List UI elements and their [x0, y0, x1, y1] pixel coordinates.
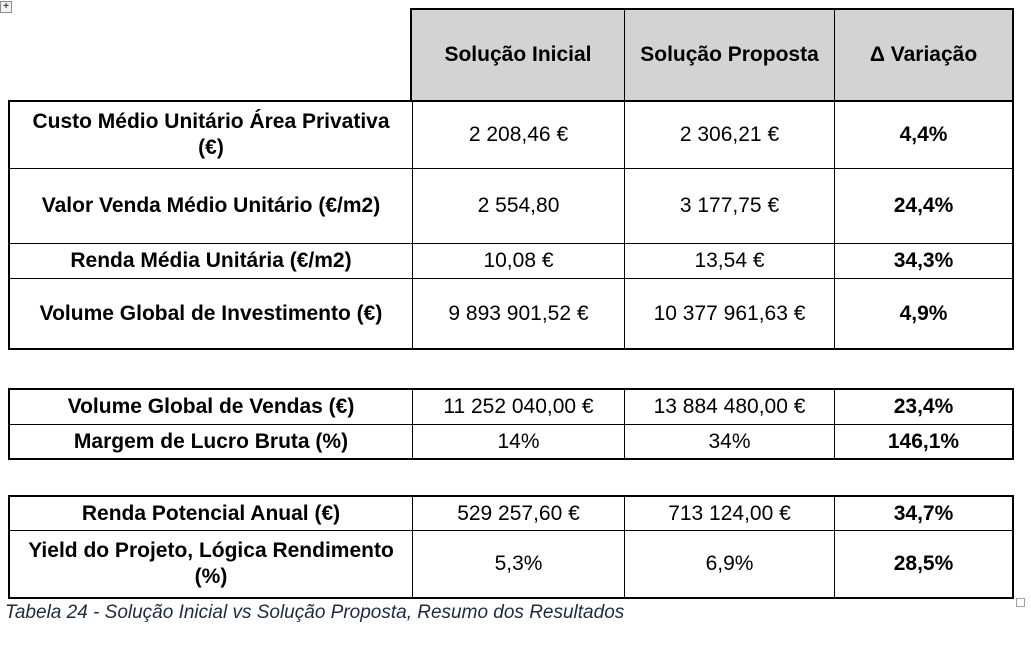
table-yield [8, 495, 1014, 599]
table-sales [8, 388, 1014, 460]
header-cell-variation[interactable]: Δ Variação [834, 10, 1012, 100]
row-label[interactable]: Renda Potencial Anual (€) [81, 501, 341, 525]
value-initial[interactable]: 14% [412, 424, 624, 458]
row-label[interactable]: Volume Global de Investimento (€) [10, 278, 412, 348]
value-proposed[interactable]: 13,54 € [624, 243, 834, 278]
table-caption[interactable]: Tabela 24 - Solução Inicial vs Solução Proposta, Resumo dos Resultados [5, 602, 625, 623]
value-initial[interactable]: 10,08 € [412, 243, 624, 278]
table-resize-handle[interactable] [1016, 598, 1025, 607]
row-label[interactable]: Volume Global de Vendas (€) [67, 395, 355, 419]
value-proposed[interactable]: 713 124,00 € [624, 497, 834, 530]
table-header-row [410, 8, 1014, 100]
value-proposed[interactable]: 34% [624, 424, 834, 458]
value-variation[interactable]: 24,4% [834, 168, 1012, 243]
value-variation[interactable]: 34,3% [834, 243, 1012, 278]
value-variation[interactable]: 34,7% [834, 497, 1012, 530]
row-label[interactable]: Renda Média Unitária (€/m2) [10, 243, 412, 278]
row-label[interactable]: Margem de Lucro Bruta (%) [10, 424, 412, 458]
value-proposed[interactable]: 10 377 961,63 € [624, 278, 834, 348]
value-proposed[interactable]: 3 177,75 € [624, 168, 834, 243]
move-cross-icon: + [3, 1, 9, 12]
table-main-indicators [8, 100, 1014, 350]
value-proposed[interactable]: 13 884 480,00 € [624, 390, 834, 424]
value-variation[interactable]: 4,9% [834, 278, 1012, 348]
value-variation[interactable]: 146,1% [834, 424, 1012, 458]
value-proposed[interactable]: 2 306,21 € [624, 102, 834, 168]
value-initial[interactable]: 11 252 040,00 € [412, 390, 624, 424]
row-label[interactable]: Valor Venda Médio Unitário (€/m2) [10, 168, 412, 243]
value-variation[interactable]: 4,4% [834, 102, 1012, 168]
value-initial[interactable]: 9 893 901,52 € [412, 278, 624, 348]
row-label[interactable]: Yield do Projeto, Lógica Rendimento (%) [10, 530, 412, 597]
value-initial[interactable]: 2 554,80 [412, 168, 624, 243]
value-variation[interactable]: 23,4% [834, 390, 1012, 424]
header-cell-proposed[interactable]: Solução Proposta [624, 10, 834, 100]
value-initial[interactable]: 5,3% [412, 530, 624, 597]
header-cell-initial[interactable]: Solução Inicial [412, 10, 624, 100]
value-initial[interactable]: 2 208,46 € [412, 102, 624, 168]
value-initial[interactable]: 529 257,60 € [412, 497, 624, 530]
value-variation[interactable]: 28,5% [834, 530, 1012, 597]
row-label[interactable]: Custo Médio Unitário Área Privativa (€) [32, 110, 390, 159]
value-proposed[interactable]: 6,9% [624, 530, 834, 597]
table-move-handle[interactable] [0, 1, 12, 13]
